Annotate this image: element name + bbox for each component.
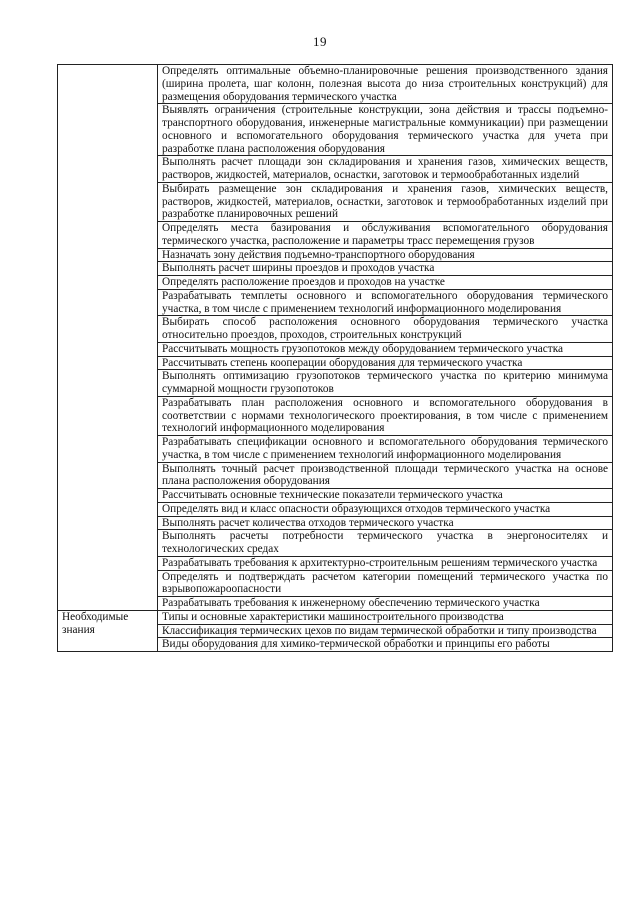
requirements-table-body (58, 65, 613, 652)
requirement-item: Рассчитывать степень кооперации оборудования для термического участка (158, 356, 613, 370)
requirement-item: Классификация термических цехов по видам термической обработки и типу производства (158, 624, 613, 638)
requirement-item: Типы и основные характеристики машиностроительного производства (158, 610, 613, 624)
requirement-item: Выполнять расчеты потребности термического участка в энергоносителях и технологических средах (158, 530, 613, 557)
requirement-item: Выбирать способ расположения основного оборудования термического участка относительно проездов, проходов, строительных конструкций (158, 316, 613, 343)
requirement-item: Разрабатывать спецификации основного и вспомогательного оборудования термического участка, в том числе с применением технологий информационного моделирования (158, 436, 613, 463)
requirement-item: Разрабатывать требования к инженерному обеспечению термического участка (158, 597, 613, 611)
requirement-item: Разрабатывать требования к архитектурно-строительным решениям термического участка (158, 556, 613, 570)
requirement-item: Выполнять оптимизацию грузопотоков термического участка по критерию минимума суммарной мощности грузопотоков (158, 370, 613, 397)
requirement-item: Разрабатывать план расположения основного и вспомогательного оборудования в соответствии с нормами технологического проектирования, в том числе с применением технологий информационного моделирования (158, 396, 613, 435)
requirement-item: Разрабатывать темплеты основного и вспомогательного оборудования термического участка, в том числе с применением технологий информационного моделирования (158, 289, 613, 316)
requirement-item: Определять места базирования и обслуживания вспомогательного оборудования термического участка, расположение и параметры трасс перемещения грузов (158, 222, 613, 249)
requirement-item: Определять вид и класс опасности образующихся отходов термического участка (158, 502, 613, 516)
requirement-item: Рассчитывать основные технические показатели термического участка (158, 489, 613, 503)
page-number: 19 (313, 34, 327, 49)
requirement-item: Рассчитывать мощность грузопотоков между оборудованием термического участка (158, 342, 613, 356)
table-row (58, 610, 613, 624)
section-label (58, 65, 158, 611)
requirement-item: Выполнять расчет количества отходов термического участка (158, 516, 613, 530)
requirement-item: Выбирать размещение зон складирования и хранения газов, химических веществ, растворов, жидкостей, материалов, оснастки, заготовок и термообработанных изделий при разработке планировочных решений (158, 182, 613, 221)
requirement-item: Определять расположение проездов и проходов на участке (158, 276, 613, 290)
requirement-item: Выполнять расчет площади зон складирования и хранения газов, химических веществ, растворов, жидкостей, материалов, оснастки, заготовок и термообработанных изделий (158, 156, 613, 183)
requirement-item: Выполнять расчет ширины проездов и проходов участка (158, 262, 613, 276)
requirement-item: Определять оптимальные объемно-планировочные решения производственного здания (ширина пролета, шаг колонн, полезная высота до низа строительных конструкций) для размещения оборудования термического участка (158, 65, 613, 104)
requirement-item: Выявлять ограничения (строительные конструкции, зона действия и трассы подъемно-транспортного оборудования, инженерные магистральные коммуникации) при размещении основного и вспомогательного оборудования термического участка для учета при разработке плана расположения оборудования (158, 104, 613, 156)
requirement-item: Виды оборудования для химико-термической обработки и принципы его работы (158, 638, 613, 652)
requirement-item: Назначать зону действия подъемно-транспортного оборудования (158, 248, 613, 262)
requirement-item: Определять и подтверждать расчетом категории помещений термического участка по взрывопожароопасности (158, 570, 613, 597)
requirements-table (57, 64, 613, 652)
requirement-item: Выполнять точный расчет производственной площади термического участка на основе плана расположения оборудования (158, 462, 613, 489)
table-row (58, 65, 613, 104)
section-label: Необходимые знания (58, 610, 158, 651)
